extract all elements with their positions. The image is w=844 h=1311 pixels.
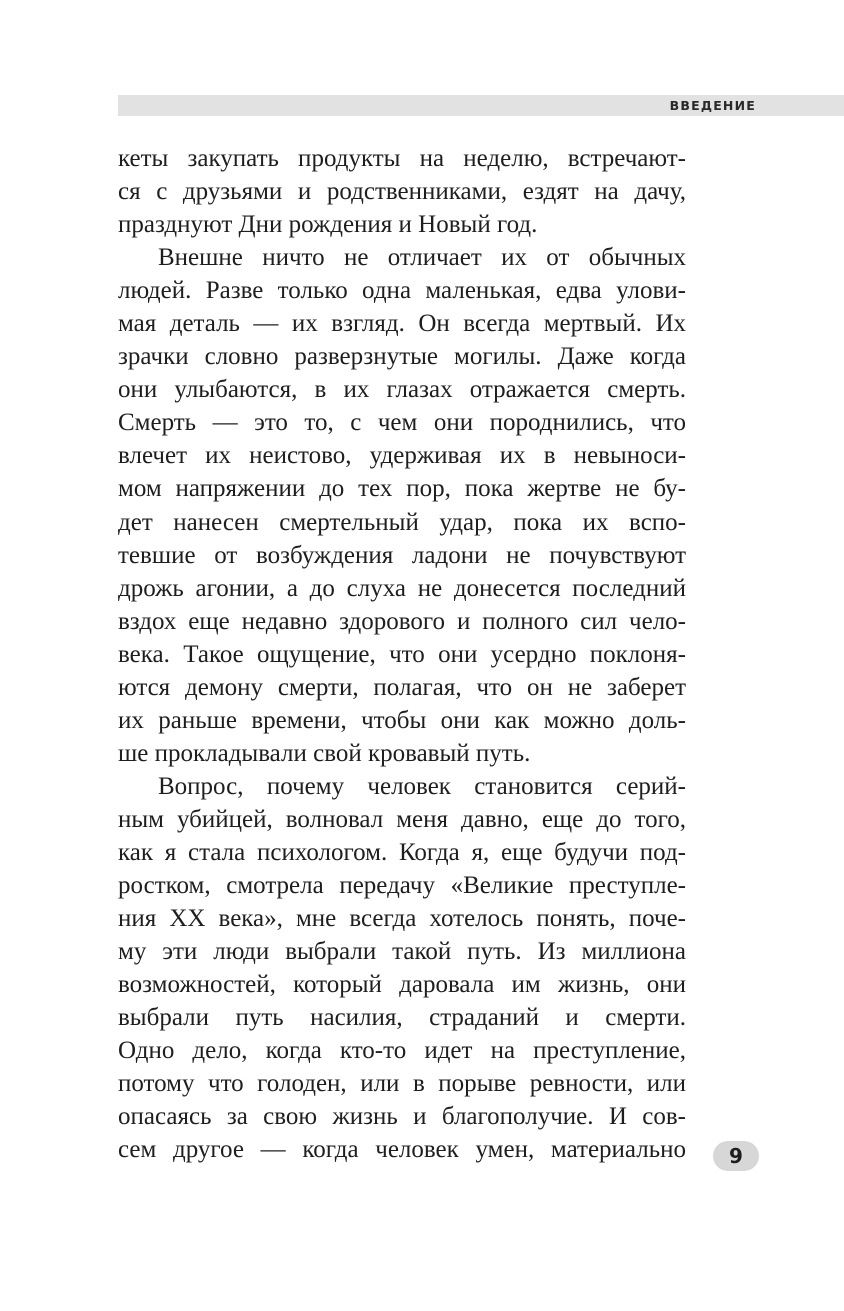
text-line: ся с друзьями и родственниками, ездят на дачу, [118, 178, 686, 206]
text-line: ния XX века», мне всегда хотелось понять, поче- [118, 905, 686, 933]
text-line: выбрали путь насилия, страданий и смерти. [118, 1004, 686, 1032]
text-line: Внешне ничто не отличает их от обычных [158, 244, 686, 272]
text-line: опасаясь за свою жизнь и благополучие. И сов- [118, 1103, 686, 1131]
text-line: века. Такое ощущение, что они усердно поклоня- [118, 640, 686, 668]
text-line: сем другое — когда человек умен, материально [118, 1136, 686, 1164]
text-line: людей. Разве только одна маленькая, едва улови- [118, 277, 686, 305]
text-line: ше прокладывали свой кровавый путь. [118, 739, 531, 767]
text-line: возможностей, который даровала им жизнь, они [118, 971, 686, 999]
running-header-bar [118, 95, 844, 116]
text-line: ростком, смотрела передачу «Великие преступле- [118, 872, 686, 900]
page-number-badge [713, 1141, 759, 1171]
page-number: 9 [729, 1144, 743, 1168]
running-header-title: ВВЕДЕНИЕ [669, 98, 756, 113]
text-line: дрожь агонии, а до слуха не донесется последний [118, 574, 686, 602]
text-line: празднуют Дни рождения и Новый год. [118, 211, 538, 239]
text-line: ным убийцей, волновал меня давно, еще до того, [118, 805, 686, 833]
body-text [118, 142, 686, 1166]
text-line: мом напряжении до тех пор, пока жертве не бу- [118, 475, 686, 503]
text-line: дет нанесен смертельный удар, пока их вспо- [118, 508, 686, 536]
text-line: му эти люди выбрали такой путь. Из миллиона [118, 938, 686, 966]
text-line: кеты закупать продукты на неделю, встречают- [118, 145, 686, 172]
text-line: Смерть — это то, с чем они породнились, что [118, 409, 686, 437]
text-line: мая деталь — их взгляд. Он всегда мертвый. Их [118, 310, 686, 338]
text-line: как я стала психологом. Когда я, еще будучи под- [118, 838, 686, 866]
text-line: потому что голоден, или в порыве ревности, или [118, 1070, 686, 1098]
text-line: ются демону смерти, полагая, что он не заберет [118, 673, 686, 701]
text-line: зрачки словно разверзнутые могилы. Даже когда [118, 343, 686, 371]
text-line: вздох еще недавно здорового и полного сил чело- [118, 607, 686, 635]
text-line: тевшие от возбуждения ладони не почувствуют [118, 541, 686, 569]
text-line: их раньше времени, чтобы они как можно доль- [118, 706, 686, 734]
text-line: влечет их неистово, удерживая их в невыноси- [118, 442, 686, 470]
text-line: они улыбаются, в их глазах отражается смерть. [118, 376, 686, 404]
text-line: Одно дело, когда кто-то идет на преступление, [118, 1037, 686, 1065]
text-line: Вопрос, почему человек становится серий- [158, 772, 686, 800]
